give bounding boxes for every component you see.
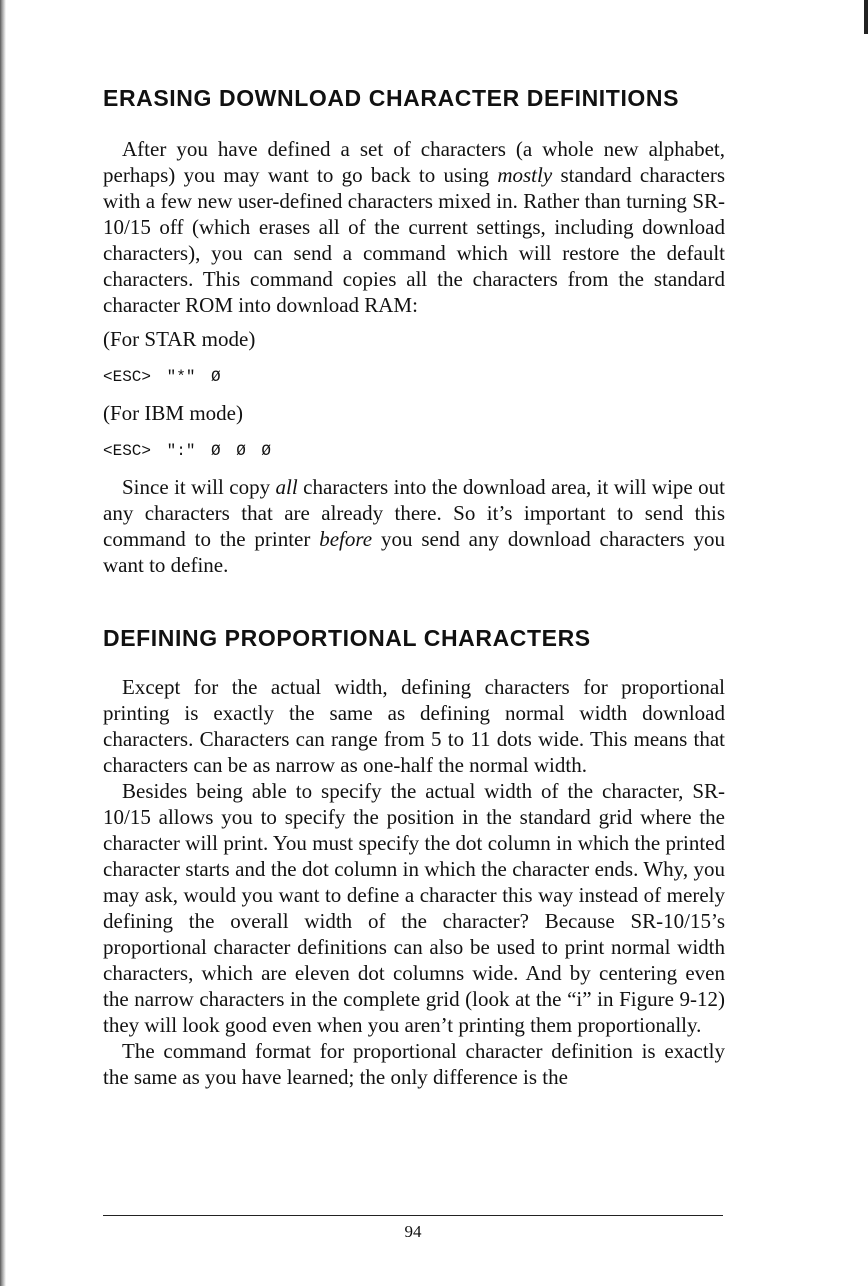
section-heading-erasing: ERASING DOWNLOAD CHARACTER DEFINITIONS — [103, 85, 680, 111]
section-heading-proportional: DEFINING PROPORTIONAL CHARACTERS — [103, 625, 591, 651]
page-body — [103, 82, 725, 1090]
scan-mark — [864, 0, 868, 34]
emphasis-before: before — [319, 527, 373, 551]
page-number: 94 — [404, 1222, 422, 1241]
proportional-grid-paragraph: Besides being able to specify the actual width of the character, SR-10/15 allows you to specify the position in the standard grid where the character will print. You must specify the dot column in which the printed character starts and the dot column in which the character ends. Why, you may ask, would you want to define a character this way instead of merely defining the overall width of the character? Because SR-10/15’s proportional character definitions can also be used to print normal width characters, which are eleven dot columns wide. And by centering even the narrow characters in the complete grid (look at the “i” in Figure 9-12) they will look good even when you aren’t printing them proportionally. — [103, 779, 725, 1037]
emphasis-all: all — [275, 475, 298, 499]
erasing-warning-paragraph: Since it will copy all characters into the download area, it will wipe out any characters that are already there. So it’s important to send this command to the printer before you send any download characters you want to define. — [103, 475, 726, 577]
ibm-mode-command: <ESC> ":" Ø Ø Ø — [103, 442, 272, 460]
proportional-intro-paragraph: Except for the actual width, defining characters for proportional printing is exactly the same as defining normal width download characters. Characters can range from 5 to 11 dots wide. This means that characters can be as narrow as one-half the normal width. — [103, 675, 725, 777]
emphasis-mostly: mostly — [497, 163, 553, 187]
proportional-command-paragraph: The command format for proportional character definition is exactly the same as you have learned; the only difference is the — [103, 1039, 725, 1089]
footer-rule — [103, 1215, 723, 1216]
erasing-intro-paragraph: After you have defined a set of characters (a whole new alphabet, perhaps) you may want to go back to using mostly standard characters with a few new user-defined characters mixed in. Rather than turning SR-10/15 off (which erases all of the current settings, including download characters), you can send a command which will restore the default characters. This command copies all the characters from the standard character ROM into download RAM: — [103, 137, 726, 317]
star-mode-command: <ESC> "*" Ø — [103, 368, 221, 386]
ibm-mode-label: (For IBM mode) — [103, 401, 243, 425]
scan-edge — [0, 0, 6, 1286]
star-mode-label: (For STAR mode) — [103, 327, 256, 351]
